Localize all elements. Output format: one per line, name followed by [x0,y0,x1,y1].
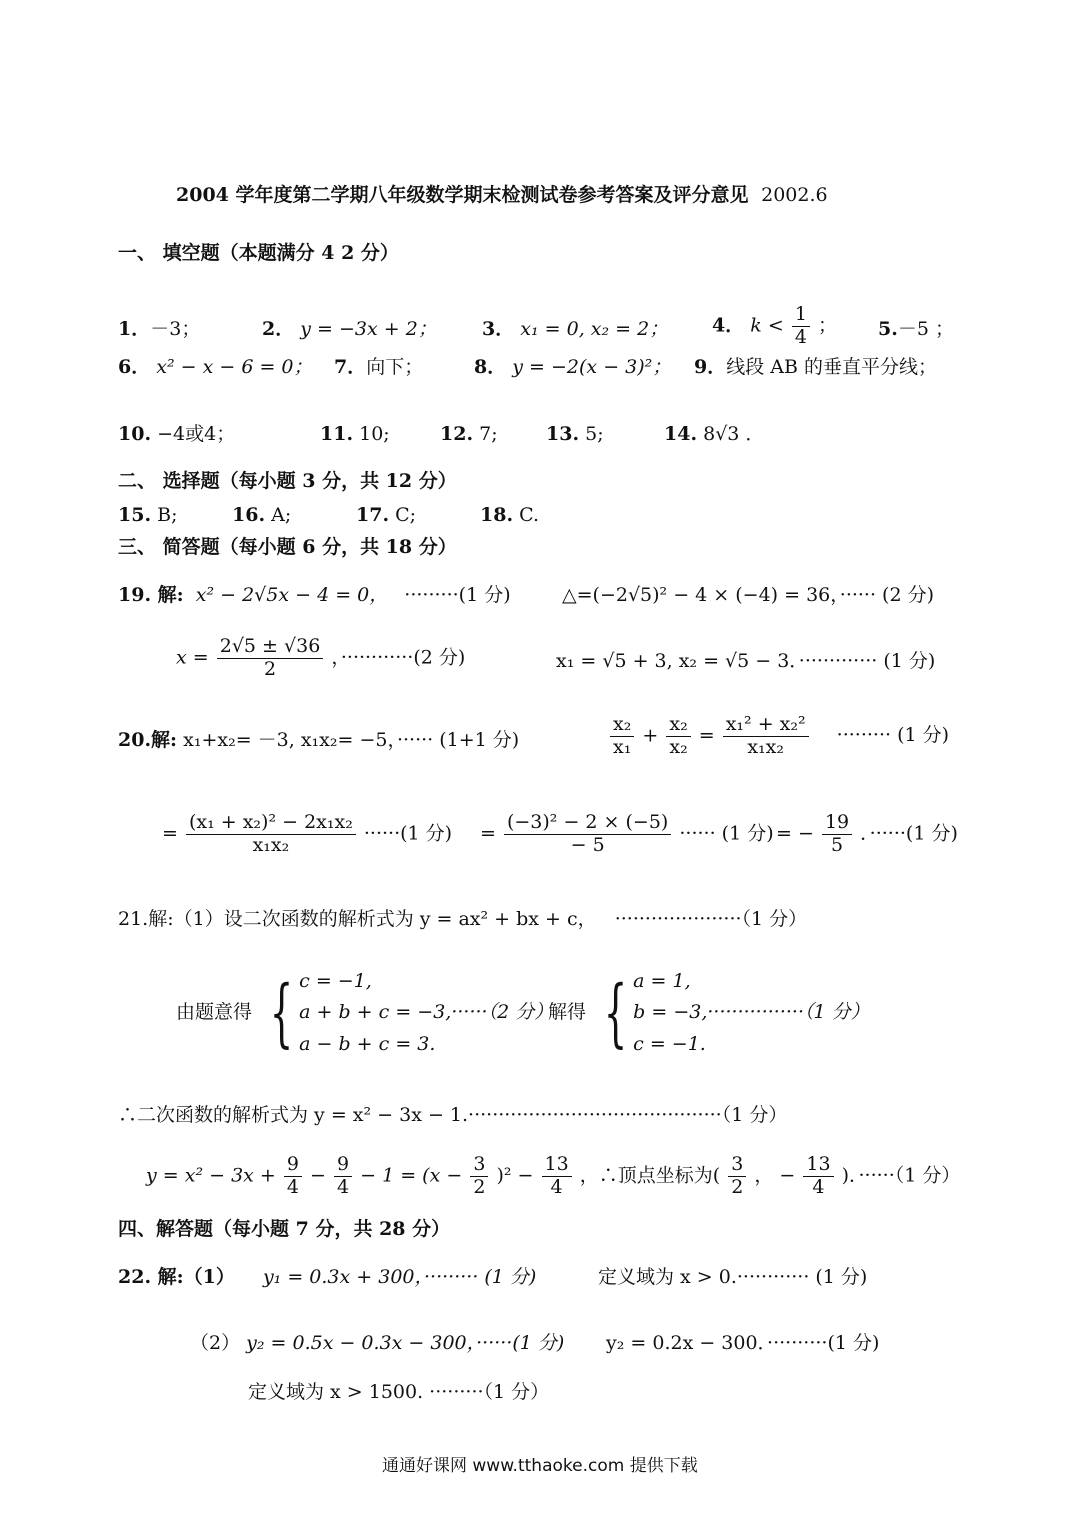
q21-system2: 解得 { a = 1, b = −3,················（1 分） c = −1. [548,966,870,1060]
answer-5: 5.－5 ； [878,318,954,340]
q22-line2: （2） y₂ = 0.5x − 0.3x − 300，······(1 分) [190,1332,565,1354]
system-row: c = −1. [633,1032,706,1055]
fraction: $\frac{\text{x₂}}{\text{x₁}}$ [610,714,634,759]
q22-domain1: 定义域为 x > 0.············ (1 分) [598,1266,868,1288]
answer-2: 2． y = −3x + 2； [262,318,437,340]
answer-3: 3． x₁ = 0, x₂ = 2； [482,318,669,340]
q19-formula: x = $\frac{2√5 \pm √36}{2}$ ，············(2 分) [176,635,466,680]
answer-12: 12. 7; [440,423,498,445]
fraction: $\frac{\text{(−3)² − 2 × (−5)}}{- 5}$ [504,812,671,857]
fraction: $\frac{\text{(x₁ + x₂)² − 2x₁x₂}}{\text{x₁x₂}}$ [186,812,356,857]
fraction: $\frac{13}{4}$ [803,1154,833,1199]
q21-conclusion: ∴二次函数的解析式为 y = x² − 3x − 1.··········································（1 分） [118,1104,788,1126]
fraction: $\frac{1}{4}$ [792,304,810,349]
q19-line1: 19. 解: x² − 2√5x − 4 = 0， ·········(1 分) [118,584,511,606]
fraction: $\frac{19}{5}$ [822,812,852,857]
answer-4: 4． k < $\frac{1}{4}$ ； [712,303,837,348]
q22-domain2: 定义域为 x > 1500. ·········（1 分） [248,1381,550,1403]
fraction: $\frac{3}{2}$ [728,1154,746,1199]
q22-line1: 22. 解:（1） y₁ = 0.3x + 300，········· (1 分) [118,1266,537,1288]
answer-6: 6． x² − x − 6 = 0； [118,356,313,378]
q22-result: y₂ = 0.2x − 300．··········(1 分) [606,1332,880,1354]
q20-expression: $\frac{\text{x₂}}{\text{x₁}}$ + $\frac{\text{x₂}}{\text{x₂}}$ = $\frac{\text{x₁² + x₂²}}{\text{x₁x₂}}$ ········· (1 分) [608,714,949,759]
answer-7: 7．向下； [334,356,424,378]
fraction: $\frac{\text{x₁² + x₂²}}{\text{x₁x₂}}$ [723,714,809,759]
fraction: $\frac{9}{4}$ [284,1154,302,1199]
q20-step1: = $\frac{\text{(x₁ + x₂)² − 2x₁x₂}}{\text{x₁x₂}}$ ······(1 分) [162,811,453,856]
answer-13: 13. 5; [546,423,604,445]
section-solve: 四、解答题（每小题 7 分，共 28 分） [118,1218,451,1240]
footer-source: 通通好课网 www.tthaoke.com 提供下载 [382,1456,698,1476]
fraction: $\frac{9}{4}$ [334,1154,352,1199]
section-short-answer: 三、 简答题（每小题 6 分，共 18 分） [118,536,457,558]
answer-row-1: 1．－3； [118,318,201,340]
section-fill-in: 一、 填空题（本题满分 4 2 分） [118,242,399,264]
brace-system [592,966,870,1060]
q19-roots: x₁ = √5 + 3, x₂ = √5 − 3．············· (1 分) [556,650,936,672]
answer-14: 14. 8√3 ． [664,423,765,445]
answer-16: 16. A; [232,504,292,526]
left-brace: { [269,970,294,1057]
fraction: $\frac{13}{4}$ [542,1154,572,1199]
system-row: a + b + c = −3,······（2 分） [299,1001,554,1024]
answer-18: 18. C. [480,504,540,526]
left-brace: { [603,970,628,1057]
q21-vertex: y = x² − 3x + $\frac{9}{4}$ − $\frac{9}{4}$ − 1 = (x − $\frac{3}{2}$ )² − $\frac{13}{4}$ ，∴顶点坐标为( $\frac{3}{2}$ ， − $\frac{13}{4}$ )．······（1 分） [146,1153,961,1198]
answer-8: 8． y = −2(x − 3)²； [474,356,672,378]
answer-11: 11. 10; [320,423,390,445]
q19-discriminant: △=(−2√5)² − 4 × (−4) = 36，······ (2 分) [562,584,935,606]
title-date: 2002.6 [761,184,828,206]
q20-given: 20.解: x₁+x₂= －3, x₁x₂= −5，······ (1+1 分) [118,729,520,751]
q20-result: = − $\frac{19}{5}$ ．······(1 分) [776,811,958,856]
answer-9: 9．线段 AB 的垂直平分线； [694,356,937,378]
system-row: c = −1, [299,970,372,992]
section-choice: 二、 选择题（每小题 3 分，共 12 分） [118,470,457,492]
brace-system [258,966,553,1060]
answer-17: 17. C; [356,504,417,526]
fraction: $\frac{\text{x₂}}{\text{x₂}}$ [666,714,690,759]
answer-10: 10. −4或4； [118,423,236,445]
page-title: 2004 学年度第二学期八年级数学期末检测试卷参考答案及评分意见 2002.6 [176,184,828,206]
fraction: $\frac{2√5 \pm √36}{2}$ [217,636,324,681]
system-row: a = 1, [633,970,691,992]
q21-system1: 由题意得 { c = −1, a + b + c = −3,······（2 分） a − b + c = 3. [176,966,553,1060]
q20-step2: = $\frac{\text{(−3)² − 2 × (−5)}}{- 5}$ ······ (1 分) [480,811,774,856]
fraction: $\frac{3}{2}$ [470,1154,488,1199]
q21-line1: 21.解:（1）设二次函数的解析式为 y = ax² + bx + c， ·····················（1 分） [118,908,808,930]
system-row: a − b + c = 3. [299,1032,436,1055]
system-row: b = −3,················（1 分） [633,1001,870,1024]
answer-15: 15. B; [118,504,178,526]
